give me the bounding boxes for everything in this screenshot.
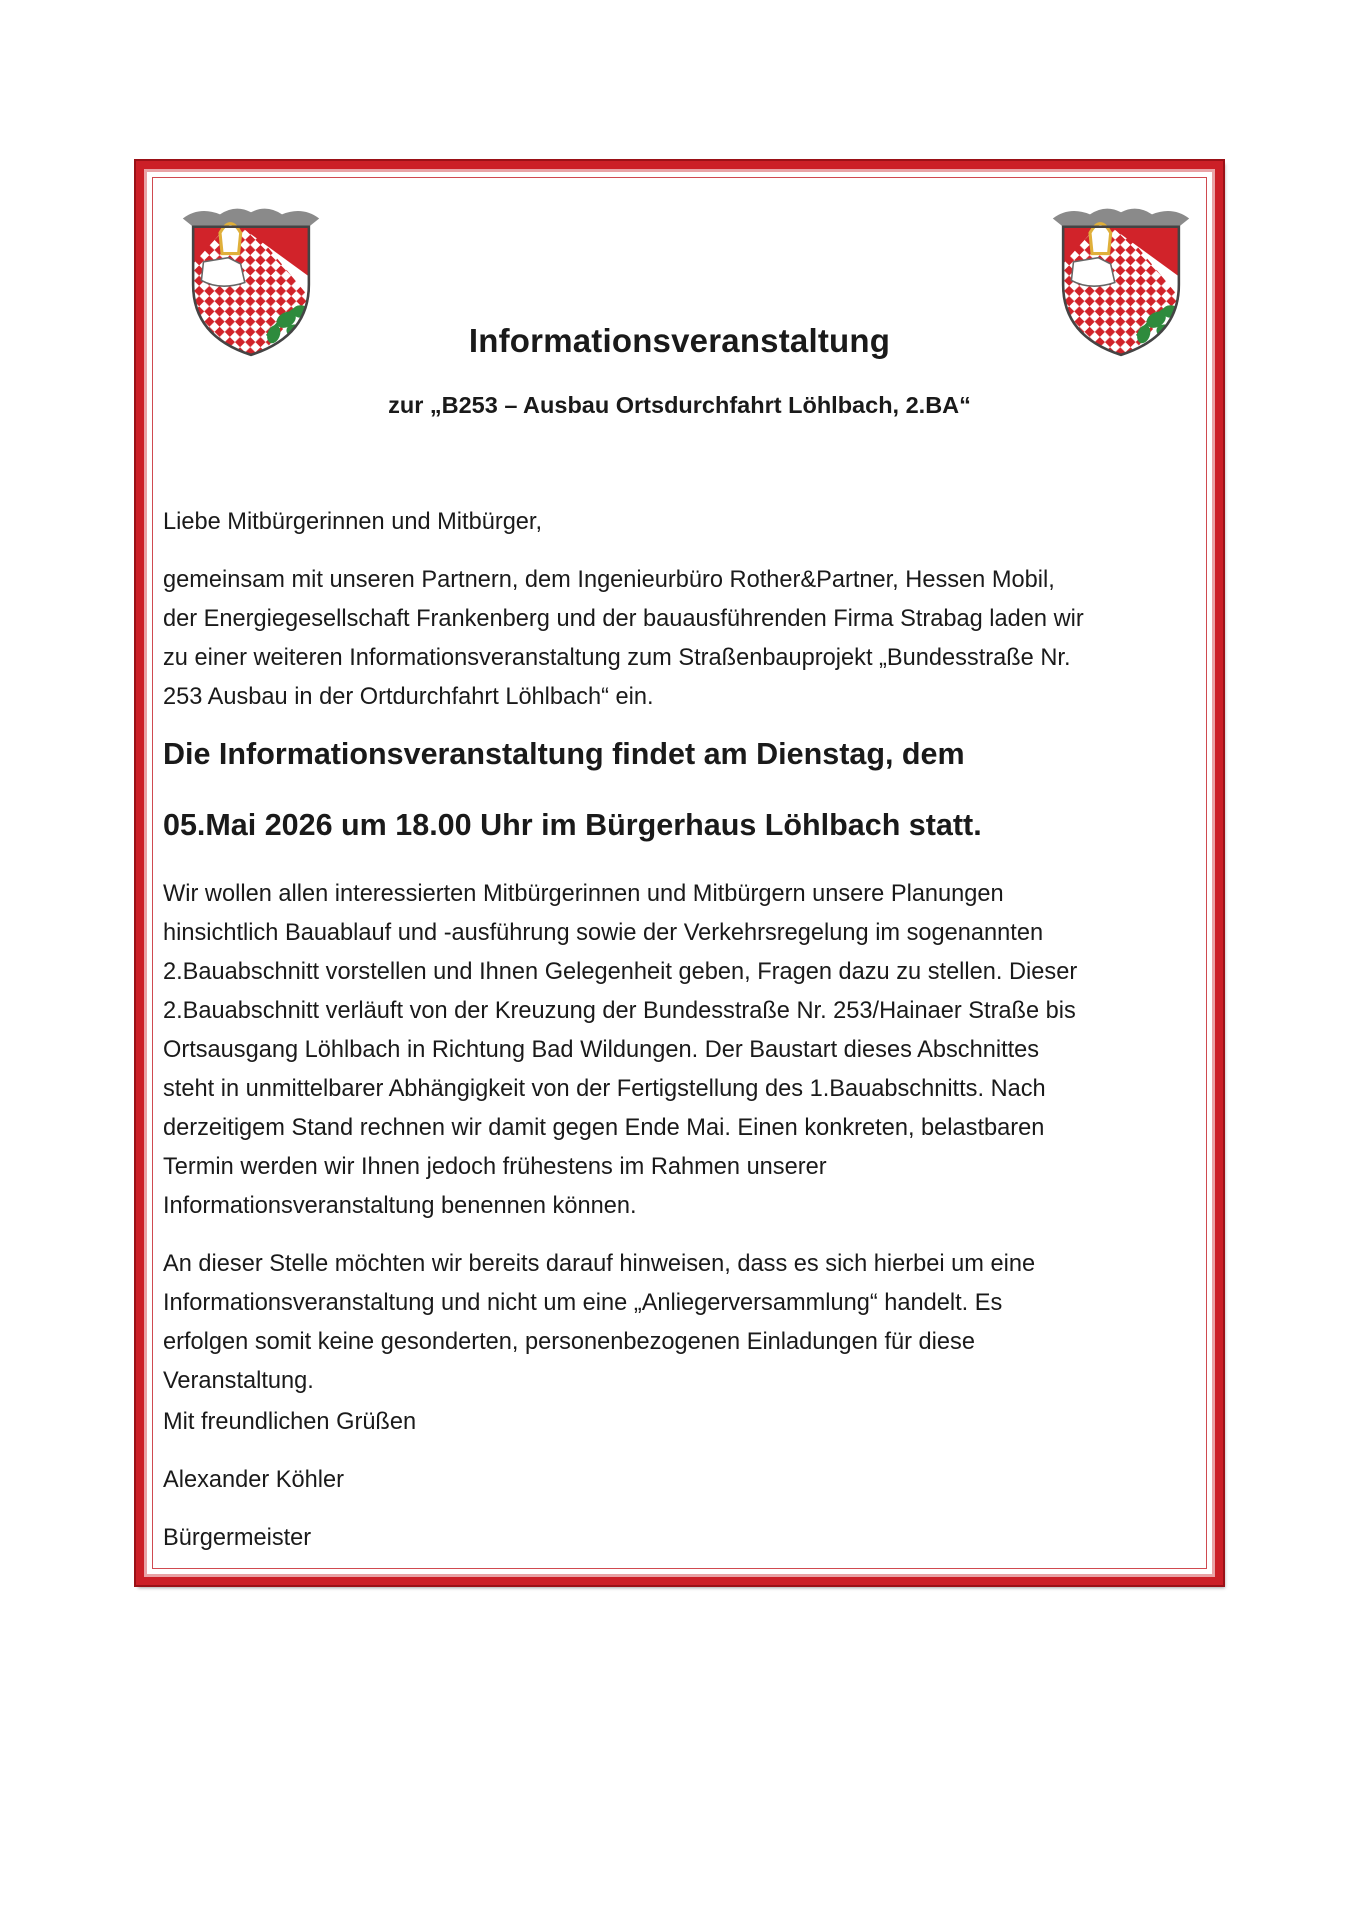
details-line: 2.Bauabschnitt vorstellen und Ihnen Gelegenheit geben, Fragen dazu zu stellen. Dieser <box>163 959 1078 985</box>
intro-line: 253 Ausbau in der Ortdurchfahrt Löhlbach“ ein. <box>163 684 654 710</box>
closing-greeting: Mit freundlichen Grüßen <box>163 1409 417 1435</box>
intro-line: zu einer weiteren Informationsveranstaltung zum Straßenbauprojekt „Bundesstraße Nr. <box>163 645 1071 671</box>
signatory-name: Alexander Köhler <box>163 1467 344 1493</box>
details-line: hinsichtlich Bauablauf und -ausführung sowie der Verkehrsregelung im sogenannten <box>163 920 1044 946</box>
notice-paragraph <box>163 1245 1208 1401</box>
details-paragraph <box>163 875 1208 1226</box>
document-title: Informationsveranstaltung <box>468 322 891 359</box>
intro-line: gemeinsam mit unseren Partnern, dem Ingenieurbüro Rother&Partner, Hessen Mobil, <box>163 567 1055 593</box>
event-announcement-line-2: 05.Mai 2026 um 18.00 Uhr im Bürgerhaus Löhlbach statt. <box>163 808 982 842</box>
intro-paragraph <box>163 561 1208 717</box>
details-line: derzeitigem Stand rechnen wir damit gegen Ende Mai. Einen konkreten, belastbaren <box>163 1115 1045 1141</box>
signatory-role: Bürgermeister <box>163 1525 312 1551</box>
document-subtitle: zur „B253 – Ausbau Ortsdurchfahrt Löhlbach, 2.BA“ <box>388 392 971 418</box>
details-line: Wir wollen allen interessierten Mitbürgerinnen und Mitbürgern unsere Planungen <box>163 881 1004 907</box>
notice-line: Informationsveranstaltung und nicht um eine „Anliegerversammlung“ handelt. Es <box>163 1290 1003 1316</box>
details-line: Ortsausgang Löhlbach in Richtung Bad Wildungen. Der Baustart dieses Abschnittes <box>163 1037 1040 1063</box>
salutation: Liebe Mitbürgerinnen und Mitbürger, <box>163 509 543 535</box>
details-line: Termin werden wir Ihnen jedoch frühestens im Rahmen unserer <box>163 1154 827 1180</box>
details-line: Informationsveranstaltung benennen können. <box>163 1193 637 1219</box>
notice-line: Veranstaltung. <box>163 1368 314 1394</box>
details-line: 2.Bauabschnitt verläuft von der Kreuzung der Bundesstraße Nr. 253/Hainaer Straße bis <box>163 998 1076 1024</box>
notice-line: erfolgen somit keine gesonderten, personenbezogenen Einladungen für diese <box>163 1329 975 1355</box>
event-announcement-line-1: Die Informationsveranstaltung findet am Dienstag, dem <box>163 737 965 771</box>
notice-line: An dieser Stelle möchten wir bereits darauf hinweisen, dass es sich hierbei um eine <box>163 1251 1036 1277</box>
intro-line: der Energiegesellschaft Frankenberg und der bauausführenden Firma Strabag laden wir <box>163 606 1084 632</box>
details-line: steht in unmittelbarer Abhängigkeit von der Fertigstellung des 1.Bauabschnitts. Nach <box>163 1076 1046 1102</box>
